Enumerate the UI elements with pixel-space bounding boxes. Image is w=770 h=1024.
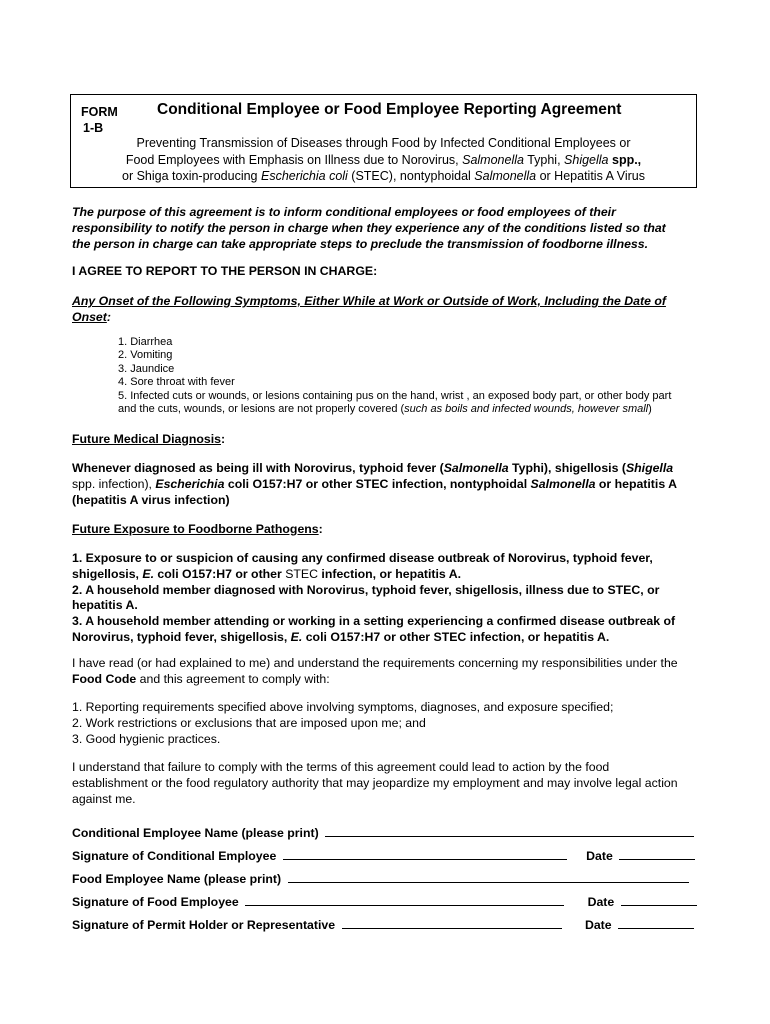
exposure-list: 1. Exposure to or suspicion of causing any confirmed disease outbreak of Norovirus, typhoid fever, shigellosis, E. coli O157:H7 or other STEC infection, or hepatitis A. 2. A household member diagnosed with Norovirus, typhoid fever, shigellosis, illness due to STEC, or hepatitis A. 3. A household member attending or working in a setting experiencing a confirmed disease outbreak of Norovirus, typhoid fever, shigellosis, E. coli O157:H7 or other STEC infection, or hepatitis A.: [72, 551, 676, 644]
diagnosis-heading: Future Medical Diagnosis:: [72, 432, 226, 446]
food-sig-field[interactable]: [245, 893, 564, 906]
permit-sig-field[interactable]: [342, 916, 562, 929]
list-item: and the cuts, wounds, or lesions are not properly covered (such as boils and infected wounds, however small): [118, 403, 652, 416]
form-title: Conditional Employee or Food Employee Reporting Agreement: [157, 101, 622, 118]
food-name-label: Food Employee Name (please print): [72, 872, 282, 886]
subtitle-line: or Shiga toxin-producing Escherichia coli (STEC), nontyphoidal Salmonella or Hepatitis A Virus: [122, 169, 645, 183]
symptoms-heading: Any Onset of the Following Symptoms, Either While at Work or Outside of Work, Including the Date of Onset:: [72, 294, 666, 324]
compliance-list: [72, 700, 613, 747]
list-item: 2. Vomiting: [118, 349, 173, 362]
list-item: 3. Good hygienic practices.: [72, 731, 221, 746]
permit-sig-row: [72, 916, 694, 934]
date-label: Date: [587, 895, 615, 909]
exposure-heading: Future Exposure to Foodborne Pathogens:: [72, 522, 323, 536]
food-date-field[interactable]: [621, 893, 697, 906]
understand-paragraph: I have read (or had explained to me) and understand the requirements concerning my responsibilities under the Food Code and this agreement to comply with:: [72, 656, 678, 686]
form-number: [81, 104, 118, 136]
cond-name-label: Conditional Employee Name (please print): [72, 826, 319, 840]
form-subtitle: [71, 135, 696, 185]
consequence-paragraph: I understand that failure to comply with the terms of this agreement could lead to action by the food establishment or the food regulatory authority that may jeopardize my employment and may involve legal action against me.: [72, 760, 678, 806]
date-label: Date: [586, 849, 613, 863]
permit-sig-label: Signature of Permit Holder or Representative: [72, 918, 336, 932]
form-header-box: [70, 94, 697, 188]
subtitle-line: Preventing Transmission of Diseases through Food by Infected Conditional Employees or: [136, 136, 631, 150]
list-item: 5. Infected cuts or wounds, or lesions containing pus on the hand, wrist , an exposed body part, or other body part: [118, 389, 672, 402]
diagnosis-paragraph: Whenever diagnosed as being ill with Norovirus, typhoid fever (Salmonella Typhi), shigellosis (Shigella spp. infection), Escherichia coli O157:H7 or other STEC infection, nontyphoidal Salmonella or hepatitis A (hepatitis A virus infection): [72, 461, 678, 507]
permit-date-field[interactable]: [618, 916, 694, 929]
cond-name-row: [72, 824, 694, 842]
list-item: 4. Sore throat with fever: [118, 376, 235, 389]
list-item: 1. Diarrhea: [118, 336, 173, 348]
list-item: 2. Work restrictions or exclusions that are imposed upon me; and: [72, 715, 426, 730]
cond-sig-label: Signature of Conditional Employee: [72, 849, 277, 863]
list-item: 3. Jaundice: [118, 362, 175, 375]
date-label: Date: [584, 918, 612, 932]
agree-heading: I AGREE TO REPORT TO THE PERSON IN CHARGE:: [72, 264, 378, 278]
food-name-field[interactable]: [288, 870, 689, 883]
food-name-row: [72, 870, 689, 888]
purpose-paragraph: The purpose of this agreement is to inform conditional employees or food employees of their responsibility to notify the person in charge when they experience any of the conditions listed so that the person in charge can take appropriate steps to preclude the transmission of foodborne illness.: [72, 205, 666, 251]
cond-sig-row: [72, 847, 695, 865]
form-id: 1-B: [83, 121, 104, 135]
food-sig-row: [72, 893, 697, 911]
form-label: FORM: [81, 105, 118, 119]
cond-sig-field[interactable]: [283, 847, 567, 860]
cond-name-field[interactable]: [325, 824, 694, 837]
subtitle-line: Food Employees with Emphasis on Illness due to Norovirus, Salmonella Typhi, Shigella spp.,: [125, 152, 642, 167]
list-item: 1. Reporting requirements specified above involving symptoms, diagnoses, and exposure specified;: [72, 700, 614, 714]
symptoms-list: [118, 336, 671, 416]
cond-date-field[interactable]: [619, 847, 695, 860]
food-sig-label: Signature of Food Employee: [72, 895, 239, 909]
